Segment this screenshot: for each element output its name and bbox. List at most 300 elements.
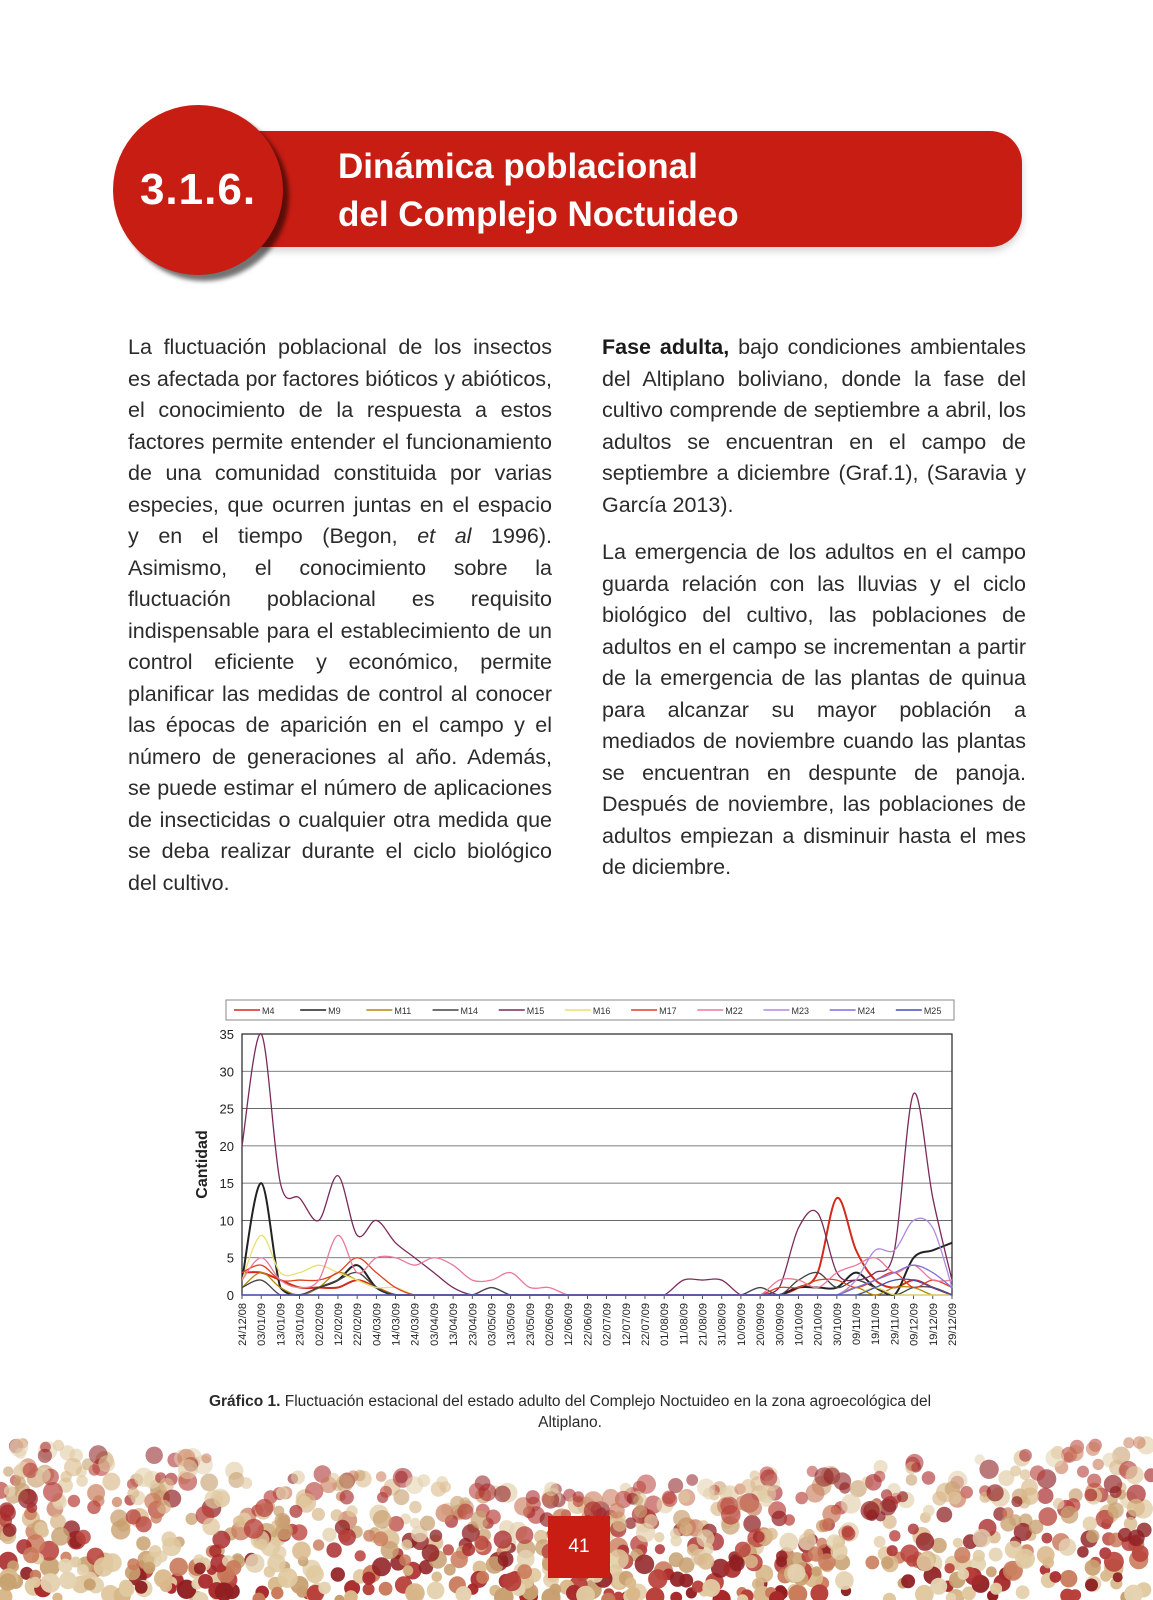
- quinoa-seed: [637, 1475, 656, 1494]
- quinoa-seed: [318, 1582, 331, 1595]
- quinoa-seed: [198, 1574, 213, 1589]
- quinoa-seed: [401, 1539, 412, 1550]
- quinoa-seed: [329, 1473, 339, 1483]
- quinoa-seed: [151, 1512, 162, 1523]
- quinoa-seed: [735, 1542, 751, 1558]
- quinoa-seed: [331, 1567, 345, 1581]
- quinoa-seed: [338, 1529, 351, 1542]
- x-tick-label: 22/02/09: [352, 1303, 365, 1346]
- x-tick-label: 13/04/09: [448, 1303, 461, 1346]
- quinoa-seed: [334, 1595, 344, 1600]
- population-line-chart: [190, 994, 960, 1364]
- quinoa-seed: [1016, 1585, 1030, 1599]
- left-p1-italic: et al: [417, 524, 472, 548]
- x-tick-label: 22/07/09: [639, 1303, 652, 1346]
- quinoa-seed: [670, 1592, 682, 1600]
- x-tick-label: 20/09/09: [755, 1303, 768, 1346]
- quinoa-seed: [13, 1476, 26, 1489]
- quinoa-seed: [1009, 1514, 1021, 1526]
- quinoa-seed: [202, 1518, 220, 1536]
- quinoa-seed: [87, 1484, 105, 1502]
- quinoa-seed: [87, 1501, 101, 1515]
- x-tick-label: 04/03/09: [371, 1303, 384, 1346]
- quinoa-seed: [1019, 1449, 1032, 1462]
- quinoa-seed: [1039, 1507, 1058, 1526]
- quinoa-seed: [306, 1565, 324, 1583]
- x-tick-label: 09/12/09: [908, 1303, 921, 1346]
- quinoa-seed: [1108, 1502, 1124, 1518]
- quinoa-seed: [59, 1572, 77, 1590]
- quinoa-seed: [102, 1473, 120, 1491]
- quinoa-seed: [526, 1490, 540, 1504]
- quinoa-seed: [787, 1564, 805, 1582]
- x-tick-label: 29/11/09: [889, 1303, 902, 1346]
- quinoa-seed: [27, 1502, 38, 1513]
- quinoa-seed: [409, 1501, 421, 1513]
- quinoa-seed: [312, 1508, 325, 1521]
- quinoa-seed: [498, 1551, 514, 1567]
- quinoa-seed: [58, 1559, 73, 1574]
- quinoa-seed: [670, 1535, 681, 1546]
- x-tick-label: 22/06/09: [582, 1303, 595, 1346]
- quinoa-seed: [30, 1577, 41, 1588]
- quinoa-seed: [806, 1484, 825, 1503]
- quinoa-seed: [760, 1469, 777, 1486]
- x-tick-label: 24/12/08: [237, 1303, 249, 1346]
- quinoa-seed: [119, 1580, 133, 1594]
- quinoa-seed: [476, 1571, 489, 1584]
- quinoa-seed: [162, 1537, 181, 1556]
- quinoa-seed: [486, 1510, 501, 1525]
- quinoa-seed: [516, 1526, 534, 1544]
- quinoa-seed: [50, 1514, 66, 1530]
- quinoa-seed: [889, 1530, 900, 1541]
- x-tick-label: 30/09/09: [774, 1303, 787, 1346]
- y-tick-label: 0: [226, 1288, 234, 1303]
- quinoa-seed: [1128, 1530, 1145, 1547]
- quinoa-seed: [979, 1460, 998, 1479]
- quinoa-seed: [670, 1572, 685, 1587]
- quinoa-seed: [761, 1495, 773, 1507]
- x-tick-label: 23/05/09: [524, 1303, 537, 1346]
- quinoa-seed: [169, 1558, 188, 1577]
- quinoa-seed: [271, 1587, 283, 1599]
- quinoa-seed: [722, 1487, 733, 1498]
- x-tick-label: 03/04/09: [428, 1303, 441, 1346]
- quinoa-seed: [811, 1566, 821, 1576]
- series-line-M22: [242, 1235, 952, 1295]
- quinoa-seed: [136, 1536, 150, 1550]
- quinoa-seed: [474, 1536, 488, 1550]
- quinoa-seed: [881, 1489, 892, 1500]
- quinoa-seed: [686, 1474, 698, 1486]
- quinoa-seed: [178, 1459, 198, 1479]
- quinoa-seed: [1053, 1498, 1064, 1509]
- quinoa-seed: [136, 1516, 152, 1532]
- quinoa-seed: [861, 1501, 880, 1520]
- x-tick-label: 11/08/09: [678, 1303, 691, 1346]
- quinoa-seed: [363, 1583, 375, 1595]
- quinoa-seed: [822, 1505, 840, 1523]
- quinoa-seed: [146, 1447, 163, 1464]
- right-paragraph-1: [602, 332, 1026, 521]
- quinoa-seed: [953, 1538, 963, 1548]
- quinoa-seed: [881, 1556, 894, 1569]
- caption-text: Fluctuación estacional del estado adulto del Complejo Noctuideo en la zona agroecológica del Altiplano.: [280, 1393, 932, 1431]
- left-p1-text-b: 1996). Asimismo, el conocimiento sobre la fluctuación poblacional es requisito indispensable para el establecimiento de un control eficiente y económico, permite planificar las medidas de control al conocer las épocas de aparición en el campo y el número de generaciones al año. Además, se puede estimar el número de aplicaciones de insecticidas o cualquier otra medida que se deba realizar durante el ciclo biológico del cultivo.: [128, 524, 553, 895]
- quinoa-seed: [471, 1511, 489, 1529]
- quinoa-seed: [1060, 1570, 1077, 1587]
- quinoa-seed: [746, 1500, 762, 1516]
- quinoa-seed: [1042, 1533, 1053, 1544]
- y-tick-label: 30: [219, 1064, 234, 1080]
- quinoa-seed: [380, 1486, 392, 1498]
- quinoa-seed: [1083, 1517, 1097, 1531]
- chart-caption: [200, 1391, 940, 1433]
- quinoa-seed: [721, 1505, 741, 1525]
- right-column: [602, 332, 1026, 900]
- quinoa-seed: [393, 1489, 409, 1505]
- quinoa-seed: [636, 1523, 655, 1542]
- quinoa-seed: [331, 1509, 343, 1521]
- legend-label: M22: [725, 1006, 743, 1016]
- y-axis-label: Cantidad: [194, 1130, 211, 1199]
- quinoa-seed: [241, 1477, 253, 1489]
- quinoa-seed: [1126, 1466, 1144, 1484]
- quinoa-seed: [1086, 1530, 1099, 1543]
- quinoa-seed: [23, 1547, 39, 1563]
- quinoa-seed: [865, 1474, 882, 1491]
- quinoa-seed: [824, 1468, 841, 1485]
- quinoa-seed: [900, 1545, 918, 1563]
- quinoa-seed: [835, 1571, 854, 1590]
- quinoa-seed: [84, 1579, 96, 1591]
- quinoa-seed: [911, 1462, 921, 1472]
- quinoa-seed: [313, 1539, 324, 1550]
- quinoa-seed: [373, 1531, 388, 1546]
- quinoa-seed: [930, 1578, 947, 1595]
- x-tick-label: 02/02/09: [313, 1303, 326, 1346]
- quinoa-seed: [1077, 1546, 1089, 1558]
- quinoa-seed: [922, 1471, 936, 1485]
- left-column: [128, 332, 552, 915]
- legend-label: M25: [923, 1006, 942, 1016]
- x-tick-label: 02/07/09: [601, 1303, 614, 1346]
- quinoa-seed: [842, 1527, 856, 1541]
- quinoa-seed: [41, 1573, 61, 1593]
- quinoa-seed: [830, 1543, 847, 1560]
- quinoa-seed: [1084, 1489, 1097, 1502]
- quinoa-seed: [403, 1565, 414, 1576]
- quinoa-seed: [373, 1510, 392, 1529]
- quinoa-seed: [406, 1476, 424, 1494]
- quinoa-seed: [697, 1479, 715, 1497]
- quinoa-seed: [103, 1553, 122, 1572]
- quinoa-seed: [973, 1529, 991, 1547]
- legend-label: M24: [857, 1006, 876, 1016]
- quinoa-seed: [436, 1504, 454, 1522]
- quinoa-seed: [673, 1510, 690, 1527]
- quinoa-seed: [98, 1455, 115, 1472]
- quinoa-seed: [194, 1563, 206, 1575]
- quinoa-seed: [1104, 1552, 1124, 1572]
- quinoa-seed: [634, 1505, 647, 1518]
- section-number: 3.1.6.: [139, 165, 257, 214]
- x-tick-label: 23/01/09: [294, 1303, 307, 1346]
- quinoa-seed: [908, 1524, 919, 1535]
- quinoa-seed: [987, 1484, 1004, 1501]
- quinoa-seed: [427, 1582, 445, 1600]
- quinoa-seed: [973, 1550, 985, 1562]
- quinoa-seed: [883, 1593, 896, 1600]
- quinoa-seed: [917, 1553, 935, 1571]
- quinoa-seed: [932, 1491, 946, 1505]
- quinoa-seed: [34, 1522, 47, 1535]
- quinoa-seed: [865, 1556, 879, 1570]
- quinoa-seed: [1015, 1549, 1035, 1569]
- quinoa-seed: [901, 1574, 915, 1588]
- quinoa-seed: [1059, 1538, 1077, 1556]
- quinoa-seed: [326, 1542, 341, 1557]
- quinoa-seed: [1050, 1571, 1062, 1583]
- quinoa-seed: [36, 1468, 51, 1483]
- quinoa-seed: [613, 1518, 627, 1532]
- quinoa-seed: [51, 1527, 70, 1546]
- quinoa-seed: [322, 1528, 336, 1542]
- quinoa-seed: [990, 1583, 1002, 1595]
- quinoa-seed: [298, 1496, 311, 1509]
- quinoa-seed: [291, 1524, 307, 1540]
- legend-label: M15: [526, 1006, 545, 1016]
- y-tick-label: 25: [219, 1101, 234, 1117]
- quinoa-seed: [112, 1497, 122, 1507]
- quinoa-seed: [111, 1520, 130, 1539]
- quinoa-seed: [692, 1581, 704, 1593]
- x-tick-label: 12/02/09: [332, 1303, 345, 1346]
- caption-label: Gráfico 1.: [208, 1393, 281, 1410]
- quinoa-seed: [291, 1471, 305, 1485]
- quinoa-seed: [1085, 1560, 1101, 1576]
- quinoa-seed: [745, 1555, 758, 1568]
- quinoa-seed: [346, 1505, 358, 1517]
- quinoa-seed: [646, 1587, 665, 1600]
- quinoa-seed: [944, 1563, 954, 1573]
- quinoa-seed: [432, 1572, 443, 1583]
- quinoa-seed: [1093, 1459, 1104, 1470]
- quinoa-seed: [399, 1554, 411, 1566]
- legend-label: M11: [394, 1006, 412, 1016]
- quinoa-seed: [444, 1564, 456, 1576]
- quinoa-seed: [127, 1487, 139, 1499]
- x-tick-label: 12/06/09: [563, 1303, 576, 1346]
- quinoa-seed: [376, 1471, 387, 1482]
- quinoa-seed: [698, 1553, 715, 1570]
- x-tick-label: 30/10/09: [831, 1303, 844, 1346]
- quinoa-seed: [154, 1569, 173, 1588]
- quinoa-seed: [776, 1556, 787, 1567]
- right-paragraph-2: La emergencia de los adultos en el campo guarda relación con las lluvias y el ciclo biológico del cultivo, las poblaciones de adultos en el campo se incrementan a partir de la emergencia de las plantas de quinua para alcanzar su mayor población a mediados de noviembre cuando las plantas se encuentran en despunte de panoja. Después de noviembre, las poblaciones de adultos empiezan a disminuir hasta el mes de diciembre.: [602, 540, 1026, 879]
- quinoa-seed: [494, 1531, 512, 1549]
- quinoa-seed: [420, 1516, 435, 1531]
- y-tick-label: 35: [219, 1027, 234, 1042]
- quinoa-seed: [1067, 1445, 1083, 1461]
- quinoa-seed: [784, 1514, 795, 1525]
- quinoa-seed: [697, 1529, 715, 1547]
- quinoa-seed: [135, 1581, 148, 1594]
- y-tick-label: 5: [226, 1250, 234, 1266]
- quinoa-seed: [648, 1569, 667, 1588]
- x-tick-label: 24/03/09: [409, 1303, 422, 1346]
- x-tick-label: 19/12/09: [927, 1303, 940, 1346]
- legend-label: M17: [659, 1006, 677, 1016]
- quinoa-seed: [874, 1536, 886, 1548]
- quinoa-seed: [687, 1544, 699, 1556]
- quinoa-seed: [841, 1494, 861, 1514]
- series-line-M9: [242, 1183, 952, 1295]
- quinoa-seed: [1127, 1499, 1145, 1517]
- quinoa-seed: [1037, 1488, 1053, 1504]
- quinoa-seed: [986, 1566, 997, 1577]
- quinoa-seed: [363, 1530, 375, 1542]
- x-tick-label: 29/12/09: [947, 1303, 959, 1346]
- quinoa-seed: [355, 1550, 366, 1561]
- quinoa-seed: [923, 1505, 935, 1517]
- quinoa-seed: [1020, 1469, 1031, 1480]
- x-tick-label: 14/03/09: [390, 1303, 403, 1346]
- quinoa-seed: [340, 1490, 354, 1504]
- quinoa-seed: [76, 1475, 88, 1487]
- right-p1-text: bajo condiciones ambientales del Altiplano boliviano, donde la fase del cultivo comprende de septiembre a abril, los adultos se encuentran en el campo de septiembre a diciembre (Graf.1), (Saravia y García 2013).: [602, 335, 1026, 517]
- x-tick-label: 10/09/09: [735, 1303, 748, 1346]
- y-tick-label: 15: [219, 1176, 234, 1192]
- quinoa-seed: [1061, 1506, 1079, 1524]
- section-title-line1: Dinámica poblacional: [338, 147, 698, 186]
- quinoa-seed: [436, 1476, 448, 1488]
- x-tick-label: 19/11/09: [870, 1303, 883, 1346]
- quinoa-seed: [633, 1495, 643, 1505]
- quinoa-seed: [0, 1505, 16, 1522]
- quinoa-seed: [1113, 1572, 1123, 1582]
- quinoa-seed: [1144, 1468, 1153, 1482]
- quinoa-seed: [906, 1474, 918, 1486]
- quinoa-seed: [948, 1491, 961, 1504]
- quinoa-seed: [379, 1582, 393, 1596]
- quinoa-seed: [43, 1482, 63, 1502]
- section-title: [338, 143, 998, 239]
- y-tick-label: 20: [219, 1138, 234, 1154]
- quinoa-seed: [201, 1453, 211, 1463]
- quinoa-seed: [654, 1532, 664, 1542]
- x-tick-label: 01/08/09: [659, 1303, 672, 1346]
- quinoa-seed: [954, 1547, 970, 1563]
- x-tick-label: 13/05/09: [505, 1303, 518, 1346]
- quinoa-seed: [443, 1544, 454, 1555]
- x-tick-label: 20/10/09: [812, 1303, 825, 1346]
- quinoa-seed: [1046, 1449, 1065, 1468]
- left-paragraph-1: [128, 332, 552, 899]
- quinoa-seed: [1021, 1479, 1038, 1496]
- quinoa-seed: [292, 1542, 311, 1561]
- quinoa-seed: [52, 1593, 62, 1600]
- quinoa-seed: [549, 1584, 561, 1596]
- quinoa-seed: [462, 1543, 475, 1556]
- page-number: 41: [548, 1516, 610, 1578]
- quinoa-seed: [678, 1490, 691, 1503]
- quinoa-seed: [609, 1503, 625, 1519]
- x-tick-label: 12/07/09: [620, 1303, 633, 1346]
- quinoa-seed: [503, 1572, 522, 1591]
- x-tick-label: 09/11/09: [851, 1303, 864, 1346]
- x-tick-label: 23/04/09: [467, 1303, 480, 1346]
- x-tick-label: 31/08/09: [716, 1303, 729, 1346]
- quinoa-seed: [430, 1530, 443, 1543]
- legend-label: M14: [460, 1006, 479, 1016]
- quinoa-seed: [1100, 1570, 1111, 1581]
- quinoa-seed: [200, 1474, 218, 1492]
- quinoa-seed: [289, 1505, 302, 1518]
- x-tick-label: 02/06/09: [544, 1303, 557, 1346]
- quinoa-seed: [144, 1493, 161, 1510]
- quinoa-seed: [127, 1558, 139, 1570]
- quinoa-seed: [1077, 1466, 1089, 1478]
- quinoa-seed: [275, 1522, 293, 1540]
- quinoa-seed: [753, 1531, 765, 1543]
- quinoa-seed: [276, 1487, 289, 1500]
- quinoa-seed: [149, 1545, 161, 1557]
- quinoa-seed: [3, 1523, 17, 1537]
- section-title-line2: del Complejo Noctuideo: [338, 195, 739, 234]
- quinoa-seed: [372, 1557, 391, 1576]
- quinoa-seed: [989, 1548, 1003, 1562]
- quinoa-seed: [134, 1468, 153, 1487]
- quinoa-seed: [244, 1519, 264, 1539]
- legend-label: M4: [262, 1006, 275, 1016]
- quinoa-seed: [1011, 1496, 1022, 1507]
- quinoa-seed: [668, 1478, 683, 1493]
- quinoa-seed: [750, 1470, 760, 1480]
- series-line-M16: [242, 1235, 952, 1295]
- quinoa-seed: [38, 1449, 52, 1463]
- quinoa-seed: [422, 1544, 440, 1562]
- quinoa-seed: [887, 1545, 898, 1556]
- quinoa-seed: [267, 1554, 285, 1572]
- quinoa-seed: [1085, 1579, 1098, 1592]
- x-tick-label: 03/05/09: [486, 1303, 499, 1346]
- quinoa-seed: [1030, 1465, 1045, 1480]
- quinoa-seed: [1087, 1474, 1101, 1488]
- legend-label: M16: [592, 1006, 611, 1016]
- quinoa-seed: [573, 1496, 584, 1507]
- quinoa-seed: [635, 1555, 655, 1575]
- quinoa-seed: [655, 1544, 665, 1554]
- quinoa-seed: [68, 1495, 80, 1507]
- quinoa-seed: [3, 1466, 13, 1476]
- y-tick-label: 10: [219, 1213, 234, 1229]
- quinoa-seed: [808, 1546, 823, 1561]
- quinoa-seed: [76, 1530, 91, 1545]
- quinoa-seed: [916, 1533, 934, 1551]
- quinoa-seed: [245, 1554, 264, 1573]
- right-p1-bold: Fase adulta,: [602, 335, 730, 359]
- quinoa-seed: [214, 1491, 230, 1507]
- quinoa-seed: [958, 1568, 970, 1580]
- quinoa-seed: [741, 1479, 756, 1494]
- quinoa-seed: [255, 1499, 273, 1517]
- quinoa-seed: [494, 1486, 511, 1503]
- quinoa-seed: [479, 1483, 497, 1501]
- quinoa-seed: [233, 1516, 245, 1528]
- quinoa-seed: [936, 1507, 952, 1523]
